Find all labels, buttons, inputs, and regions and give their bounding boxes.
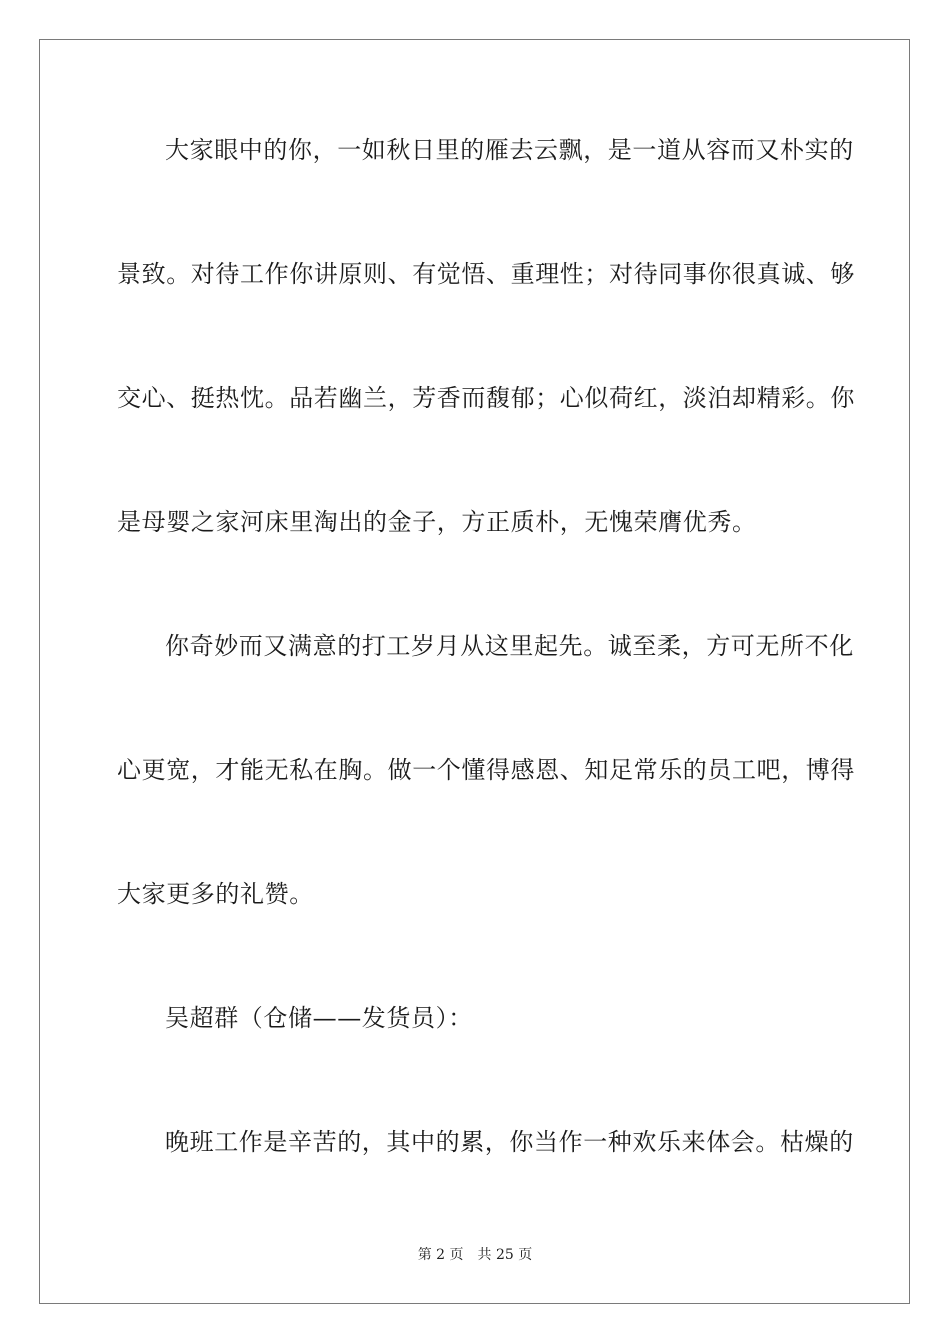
page-total: 共 25 页	[477, 1247, 533, 1263]
page-footer	[0, 1246, 950, 1264]
paragraph-line: 是母婴之家河床里淘出的金子，方正质朴，无愧荣膺优秀。	[117, 508, 757, 536]
paragraph-line: 晚班工作是辛苦的，其中的累，你当作一种欢乐来体会。枯燥的	[165, 1128, 854, 1156]
paragraph-line: 交心、挺热忱。品若幽兰，芳香而馥郁；心似荷红，淡泊却精彩。你	[117, 384, 855, 412]
section-heading: 吴超群（仓储——发货员）：	[165, 1004, 473, 1032]
paragraph-line: 心更宽，才能无私在胸。做一个懂得感恩、知足常乐的员工吧，博得	[117, 756, 855, 784]
page-number: 第 2 页	[417, 1247, 464, 1263]
paragraph-line: 大家眼中的你，一如秋日里的雁去云飘，是一道从容而又朴实的	[165, 136, 854, 164]
paragraph-line: 你奇妙而又满意的打工岁月从这里起先。诚至柔，方可无所不化	[165, 632, 854, 660]
page-border	[39, 39, 910, 1304]
paragraph-line: 景致。对待工作你讲原则、有觉悟、重理性；对待同事你很真诚、够	[117, 260, 855, 288]
paragraph-line: 大家更多的礼赞。	[117, 880, 314, 908]
